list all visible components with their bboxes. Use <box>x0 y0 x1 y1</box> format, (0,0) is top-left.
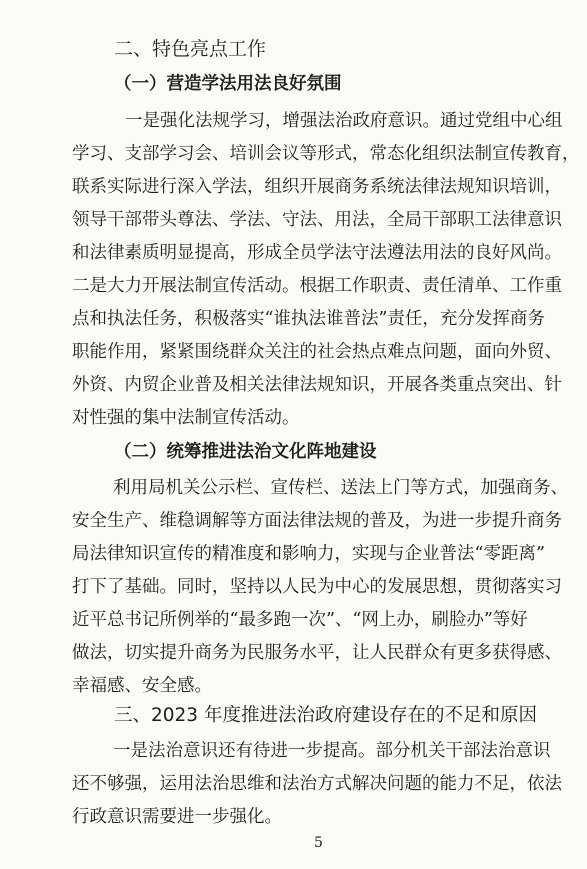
subsection-heading: （一）营造学法用法良好氛围 <box>114 74 342 94</box>
paragraph-line: 幸福感、安全感。 <box>72 676 212 696</box>
paragraph-line: 一是法治意识还有待进一步提高。部分机关干部法治意识 <box>113 741 551 761</box>
section-heading: 三、2023 年度推进法治政府建设存在的不足和原因 <box>114 705 537 726</box>
paragraph-line: 安全生产、维稳调解等方面法律法规的普及，为进一步提升商务 <box>72 511 562 531</box>
paragraph-line: 利用局机关公示栏、宣传栏、送法上门等方式，加强商务、 <box>113 478 568 498</box>
paragraph-line: 一是强化法规学习，增强法治政府意识。通过党组中心组 <box>125 111 563 131</box>
paragraph-line: 二是大力开展法制宣传活动。根据工作职责、责任清单、工作重 <box>72 276 562 296</box>
paragraph-line: 还不够强，运用法治思维和法治方式解决问题的能力不足，依法 <box>72 774 562 794</box>
page-number: 5 <box>314 835 323 851</box>
paragraph-line: 学习、支部学习会、培训会议等形式，常态化组织法制宣传教育， <box>72 144 580 164</box>
section-heading: 二、特色亮点工作 <box>114 38 267 60</box>
paragraph-line: 做法，切实提升商务为民服务水平，让人民群众有更多获得感、 <box>72 643 562 663</box>
paragraph-line: 点和执法任务，积极落实“谁执法谁普法”责任，充分发挥商务 <box>72 309 545 329</box>
paragraph-line: 和法律素质明显提高，形成全员学法守法遵法用法的良好风尚。 <box>72 243 562 263</box>
paragraph-line: 局法律知识宣传的精准度和影响力，实现与企业普法“零距离” <box>72 544 545 564</box>
paragraph-line: 领导干部带头尊法、学法、守法、用法，全局干部职工法律意识 <box>72 210 562 230</box>
subsection-heading: （二）统筹推进法治文化阵地建设 <box>114 442 377 462</box>
paragraph-line: 对性强的集中法制宣传活动。 <box>72 408 300 428</box>
paragraph-line: 近平总书记所例举的“最多跑一次”、“网上办，刷脸办”等好 <box>72 610 528 630</box>
paragraph-line: 外资、内贸企业普及相关法律法规知识，开展各类重点突出、针 <box>72 375 562 395</box>
paragraph-line: 职能作用，紧紧围绕群众关注的社会热点难点问题，面向外贸、 <box>72 342 562 362</box>
paragraph-line: 联系实际进行深入学法，组织开展商务系统法律法规知识培训， <box>72 177 562 197</box>
paragraph-line: 打下了基础。同时，坚持以人民为中心的发展思想，贯彻落实习 <box>72 577 562 597</box>
paragraph-line: 行政意识需要进一步强化。 <box>72 807 282 827</box>
